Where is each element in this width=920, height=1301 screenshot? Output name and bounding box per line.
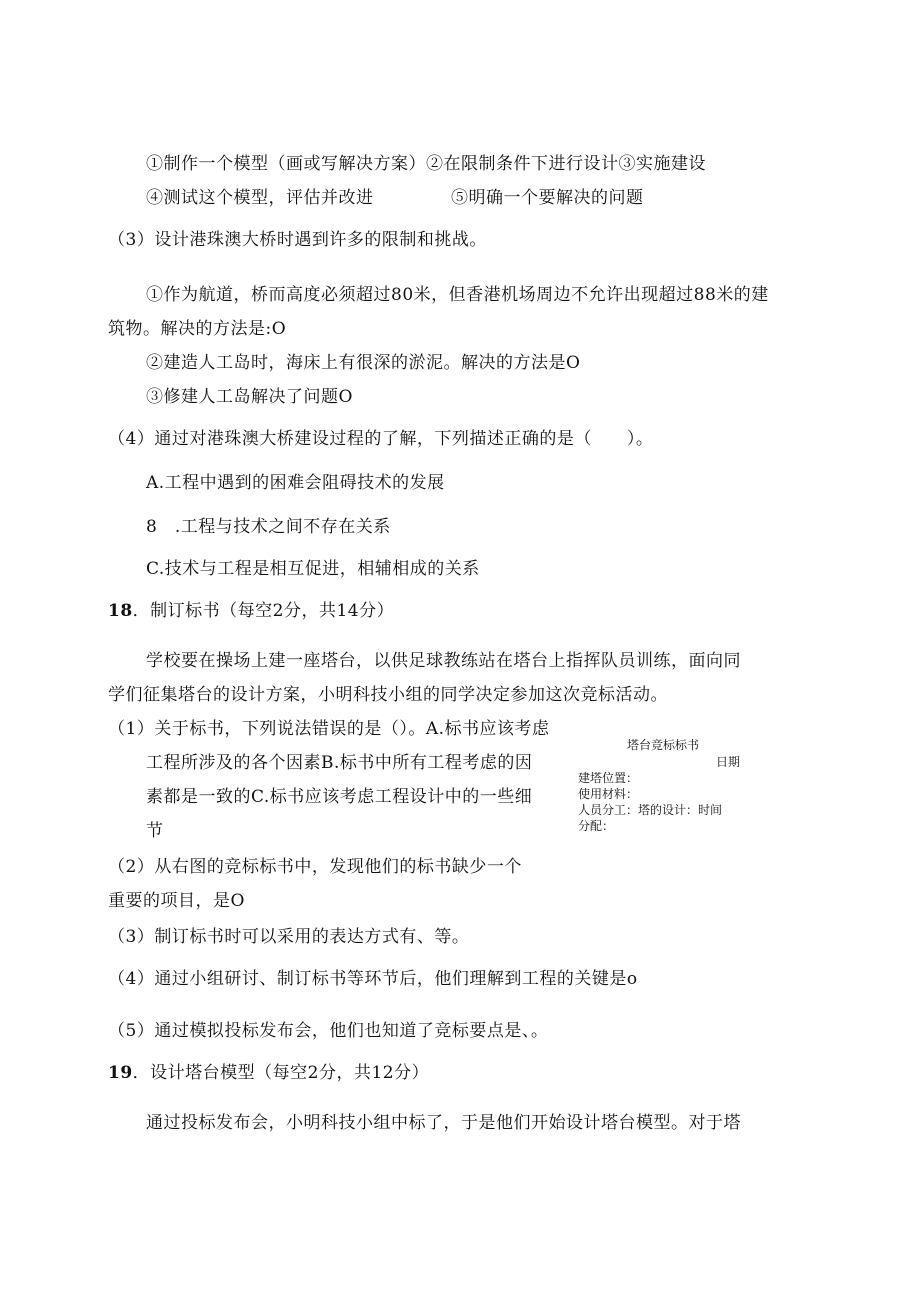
sub-question-1-line-4: 节: [146, 821, 164, 841]
sub-question-1-line-2: 工程所涉及的各个因素B.标书中所有工程考虑的因: [146, 753, 533, 773]
sub-question-3-item-3: ③修建人工岛解决了问题O: [146, 387, 353, 407]
sub-question-3: （3）设计港珠澳大桥时遇到许多的限制和挑战。: [108, 230, 487, 250]
bid-document-title: 塔台竞标标书: [627, 738, 700, 752]
sub-question-3-item-2: ②建造人工岛时，海床上有很深的淤泥。解决的方法是O: [146, 353, 581, 373]
steps-line-2-step4: ④测试这个模型，评估并改进: [146, 188, 374, 208]
intro-line-2: 学们征集塔台的设计方案，小明科技小组的同学决定参加这次竞标活动。: [108, 685, 668, 705]
sub-question-4: （4）通过小组研讨、制订标书等环节后，他们理解到工程的关键是o: [108, 969, 638, 989]
question-title: ．设计塔台模型（每空2分，共12分）: [132, 1063, 430, 1083]
steps-line-2-step5: ⑤明确一个要解决的问题: [451, 188, 644, 208]
bid-document-location: 建塔位置：: [578, 771, 639, 785]
option-c: C.技术与工程是相互促进，相辅相成的关系: [146, 559, 480, 579]
option-b: 8 .工程与技术之间不存在关系: [146, 517, 391, 537]
question-title: ．制订标书（每空2分，共14分）: [132, 601, 395, 621]
sub-question-1-line-3: 素都是一致的C.标书应该考虑工程设计中的一些细: [146, 787, 533, 807]
bid-document-staff: 人员分工：塔的设计：时间: [578, 803, 723, 817]
sub-question-2-line-1: （2）从右图的竞标标书中，发现他们的标书缺少一个: [108, 857, 522, 877]
bid-document-allocation: 分配：: [578, 819, 615, 833]
question-18-heading: [108, 599, 394, 623]
sub-question-5: （5）通过模拟投标发布会，他们也知道了竞标要点是、。: [108, 1021, 549, 1041]
bid-document-date: 日期: [716, 755, 741, 769]
option-a: A.工程中遇到的困难会阻碍技术的发展: [146, 473, 445, 493]
intro-line-1: 学校要在操场上建一座塔台，以供足球教练站在塔台上指挥队员训练，面向同: [146, 651, 741, 671]
sub-question-1-line-1: （1）关于标书，下列说法错误的是（）。A.标书应该考虑: [108, 719, 550, 739]
bid-document-materials: 使用材料：: [578, 787, 639, 801]
question-number: 18: [108, 601, 133, 621]
steps-line-1: ①制作一个模型（画或写解决方案）②在限制条件下进行设计③实施建设: [146, 154, 706, 174]
intro-line-1: 通过投标发布会，小明科技小组中标了，于是他们开始设计塔台模型。对于塔: [146, 1113, 741, 1133]
sub-question-3-item-1-line-2: 筑物。解决的方法是:O: [108, 319, 287, 339]
sub-question-2-line-2: 重要的项目，是O: [108, 891, 245, 911]
sub-question-3: （3）制订标书时可以采用的表达方式有、等。: [108, 927, 470, 947]
question-number: 19: [108, 1063, 133, 1083]
question-19-heading: [108, 1061, 429, 1085]
sub-question-3-item-1-line-1: ①作为航道，桥而高度必须超过80米，但香港机场周边不允许出现超过88米的建: [146, 285, 769, 305]
sub-question-4: （4）通过对港珠澳大桥建设过程的了解，下列描述正确的是（ ）。: [108, 429, 654, 449]
